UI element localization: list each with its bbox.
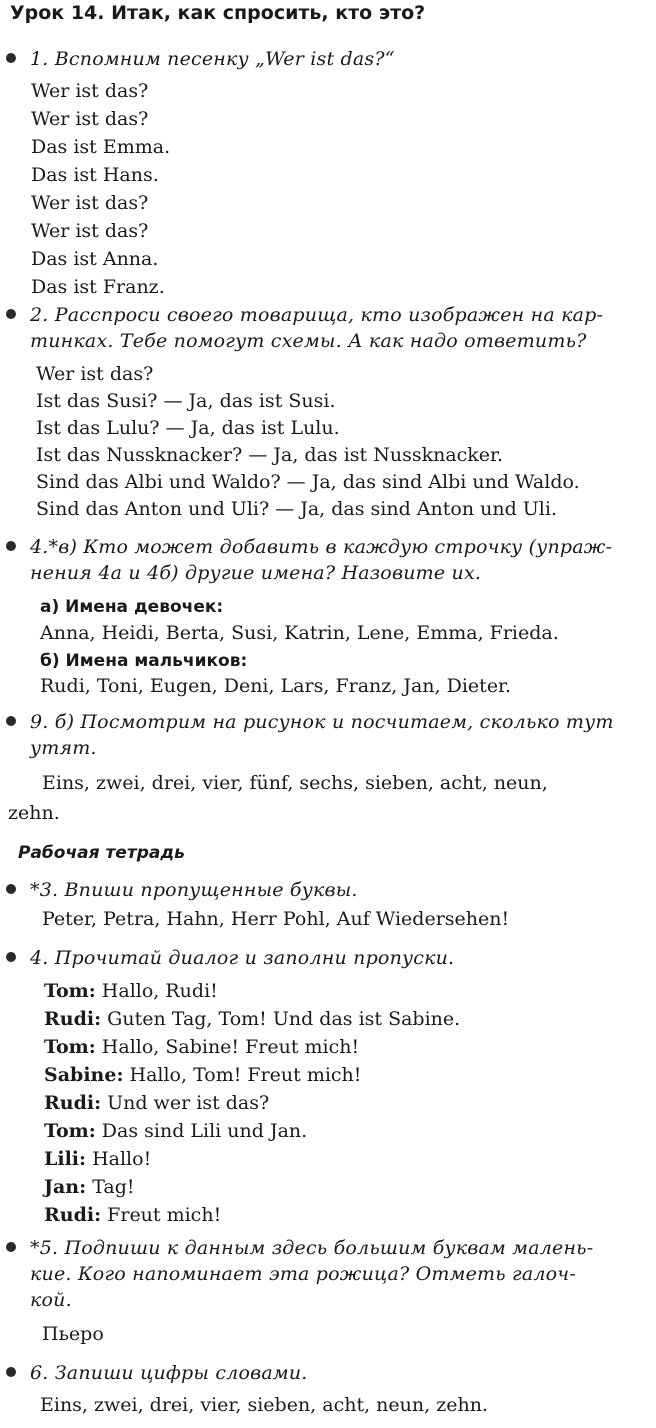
lesson-title: Урок 14. Итак, как спросить, кто это? (10, 2, 426, 24)
bullet-icon (6, 884, 16, 894)
song-line: Wer ist das? (31, 108, 149, 130)
workbook-task-3-heading: *3. Впиши пропущенные буквы. (30, 877, 640, 903)
speaker: Rudi: (44, 1204, 102, 1226)
speaker: Tom: (44, 1120, 96, 1142)
utterance: Hallo! (92, 1148, 152, 1170)
speaker: Jan: (44, 1176, 87, 1198)
dialog-row (44, 1175, 135, 1199)
speaker: Lili: (44, 1148, 87, 1170)
dialog-line: Ist das Lulu? — Ja, das ist Lulu. (36, 417, 340, 439)
speaker: Sabine: (44, 1064, 124, 1086)
utterance: Hallo, Rudi! (101, 980, 218, 1002)
bullet-icon (6, 1242, 16, 1252)
utterance: Tag! (92, 1176, 135, 1198)
task-2-heading: 2. Расспроси своего товарища, кто изображен на кар- тинках. Тебе помогут схемы. А как надо ответить? (30, 302, 640, 354)
speaker: Rudi: (44, 1008, 102, 1030)
song-line: Das ist Franz. (31, 276, 165, 298)
song-line: Wer ist das? (31, 192, 149, 214)
dialog-line: Ist das Nussknacker? — Ja, das ist Nussknacker. (36, 444, 504, 466)
girls-names-label: а) Имена девочек: (40, 597, 224, 617)
bullet-icon (6, 53, 16, 63)
speaker: Tom: (44, 980, 96, 1002)
bullet-icon (6, 716, 16, 726)
counting-line: Eins, zwei, drei, vier, fünf, sechs, sieben, acht, neun, (42, 772, 548, 794)
dialog-line: Ist das Susi? — Ja, das ist Susi. (36, 390, 336, 412)
speaker: Rudi: (44, 1092, 102, 1114)
speaker: Tom: (44, 1036, 96, 1058)
counting-line-end: zehn. (8, 802, 60, 824)
dialog-line: Wer ist das? (36, 363, 154, 385)
dialog-row (44, 1035, 359, 1059)
song-line: Das ist Emma. (31, 136, 171, 158)
task-1-heading: 1. Вспомним песенку „Wer ist das?“ (30, 46, 640, 72)
workbook-task-5-answer: Пьеро (42, 1323, 104, 1345)
song-line: Das ist Hans. (31, 164, 159, 186)
workbook-task-6-line: Eins, zwei, drei, vier, sieben, acht, neun, zehn. (40, 1394, 488, 1416)
workbook-task-4-heading: 4. Прочитай диалог и заполни пропуски. (30, 945, 640, 971)
song-line: Wer ist das? (31, 80, 149, 102)
workbook-title: Рабочая тетрадь (18, 843, 185, 863)
utterance: Hallo, Tom! Freut mich! (129, 1064, 362, 1086)
dialog-row (44, 1091, 269, 1115)
boys-names: Rudi, Toni, Eugen, Deni, Lars, Franz, Jan, Dieter. (40, 675, 512, 697)
dialog-line: Sind das Anton und Uli? — Ja, das sind Anton und Uli. (36, 498, 557, 520)
bullet-icon (6, 309, 16, 319)
dialog-row (44, 979, 218, 1003)
task-4-heading: 4.*в) Кто может добавить в каждую строчку (упраж- нения 4а и 4б) другие имена? Назовите их. (30, 534, 640, 586)
task-9-heading: 9. б) Посмотрим на рисунок и посчитаем, сколько тут утят. (30, 709, 640, 761)
girls-names: Anna, Heidi, Berta, Susi, Katrin, Lene, Emma, Frieda. (40, 622, 559, 644)
dialog-row (44, 1007, 460, 1031)
song-line: Das ist Anna. (31, 248, 159, 270)
bullet-icon (6, 952, 16, 962)
bullet-icon (6, 1367, 16, 1377)
workbook-task-3-line: Peter, Petra, Hahn, Herr Pohl, Auf Wiedersehen! (42, 908, 510, 930)
utterance: Freut mich! (107, 1204, 222, 1226)
utterance: Guten Tag, Tom! Und das ist Sabine. (107, 1008, 461, 1030)
utterance: Und wer ist das? (107, 1092, 270, 1114)
dialog-row (44, 1063, 361, 1087)
dialog-row (44, 1119, 307, 1143)
dialog-row (44, 1203, 221, 1227)
dialog-row (44, 1147, 151, 1171)
boys-names-label: б) Имена мальчиков: (40, 651, 248, 671)
song-line: Wer ist das? (31, 220, 149, 242)
workbook-task-5-heading: *5. Подпиши к данным здесь большим буквам малень- кие. Кого напоминает эта рожица? Отметь галоч- кой. (30, 1235, 640, 1313)
utterance: Hallo, Sabine! Freut mich! (101, 1036, 360, 1058)
workbook-task-6-heading: 6. Запиши цифры словами. (30, 1360, 640, 1386)
dialog-line: Sind das Albi und Waldo? — Ja, das sind Albi und Waldo. (36, 471, 580, 493)
bullet-icon (6, 541, 16, 551)
utterance: Das sind Lili und Jan. (101, 1120, 308, 1142)
